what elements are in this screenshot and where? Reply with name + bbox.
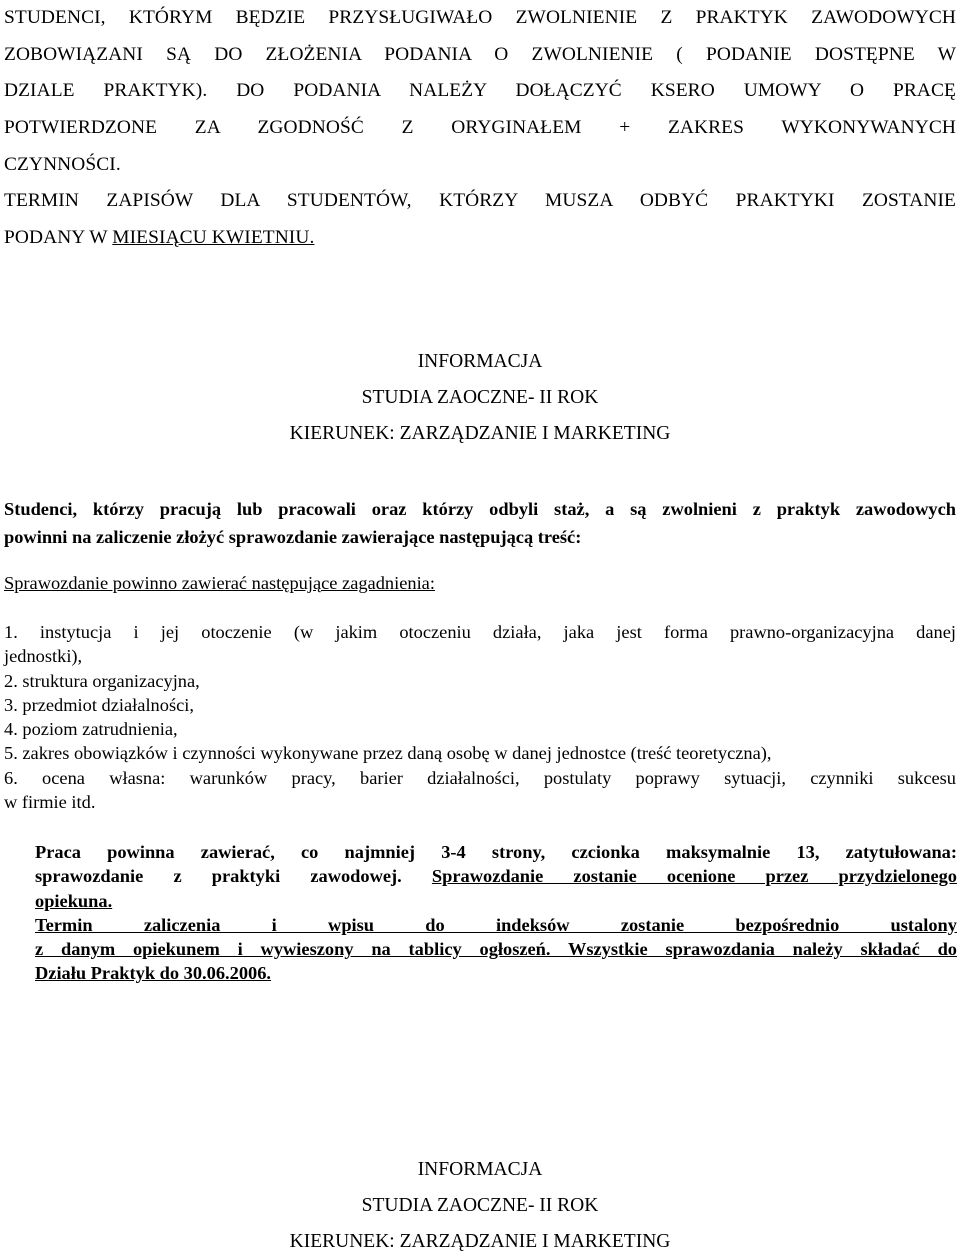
notice-last-line-prefix: PODANY W — [4, 227, 113, 249]
list-item: 1. instytucja i jej otoczenie (w jakim otoczeniu działa, jaka jest forma prawno-organizacyjna danej — [4, 622, 956, 642]
report-topics-heading — [4, 570, 956, 597]
notice-line: STUDENCI, KTÓRYM BĘDZIE PRZYSŁUGIWAŁO ZWOLNIENIE Z PRAKTYK ZAWODOWYCH — [4, 7, 956, 28]
notice-line: CZYNNOŚCI. — [4, 153, 121, 175]
intro-paragraph — [4, 496, 956, 551]
deadline-line: z danym opiekunem i wywieszony na tablicy ogłoszeń. Wszystkie sprawozdania należy składać do — [35, 939, 957, 960]
notice-line: ZOBOWIĄZANI SĄ DO ZŁOŻENIA PODANIA O ZWOLNIENIE ( PODANIE DOSTĘPNE W — [4, 43, 956, 65]
information-header — [0, 344, 960, 452]
registration-month: MIESIĄCU KWIETNIU. — [112, 227, 315, 249]
intro-line: Studenci, którzy pracują lub pracowali oraz którzy odbyli staż, a są zwolnieni z praktyk zawodowych — [4, 499, 956, 519]
list-item: 3. przedmiot działalności, — [4, 694, 194, 715]
information-header-repeat — [0, 1152, 960, 1260]
report-topics-list — [4, 620, 956, 814]
deadline-date: Działu Praktyk do 30.06.2006. — [35, 963, 272, 984]
list-item: 6. ocena własna: warunków pracy, barier działalności, postulaty poprawy sytuacji, czynniki sukcesu — [4, 767, 956, 788]
header-field-of-study: KIERUNEK: ZARZĄDZANIE I MARKETING — [289, 423, 671, 444]
requirements-line — [35, 864, 957, 888]
notice-line: POTWIERDZONE ZA ZGODNOŚĆ Z ORYGINAŁEM + ZAKRES WYKONYWANYCH — [4, 117, 956, 139]
deadline-line — [35, 961, 957, 985]
report-title-note: sprawozdanie z praktyki zawodowej. — [35, 866, 432, 887]
exemption-notice — [4, 0, 956, 257]
header-title: INFORMACJA — [417, 1159, 543, 1180]
list-item-continuation: jednostki), — [4, 646, 83, 667]
list-item: 5. zakres obowiązków i czynności wykonywane przez daną osobę w danej jednostce (treść teoretyczna), — [4, 743, 772, 764]
intro-line: powinni na zaliczenie złożyć sprawozdanie zawierające następującą treść: — [4, 526, 582, 547]
header-field-of-study: KIERUNEK: ZARZĄDZANIE I MARKETING — [289, 1231, 671, 1252]
evaluation-note: Sprawozdanie zostanie ocenione przez przydzielonego — [431, 866, 957, 887]
requirements-line — [35, 889, 957, 913]
report-topics-heading-text: Sprawozdanie powinno zawierać następujące zagadnienia: — [4, 573, 435, 593]
list-item-continuation: w firmie itd. — [4, 792, 96, 813]
notice-line: DZIALE PRAKTYK). DO PODANIA NALEŻY DOŁĄCZYĆ KSERO UMOWY O PRACĘ — [4, 80, 956, 102]
header-study-mode: STUDIA ZAOCZNE- II ROK — [361, 387, 599, 408]
evaluation-note-end: opiekuna. — [35, 890, 113, 911]
notice-last-line — [4, 220, 956, 257]
header-study-mode: STUDIA ZAOCZNE- II ROK — [361, 1195, 599, 1216]
report-requirements — [35, 840, 957, 986]
requirements-line: Praca powinna zawierać, co najmniej 3-4 strony, czcionka maksymalnie 13, zatytułowana: — [35, 842, 957, 862]
header-title: INFORMACJA — [417, 351, 543, 372]
list-item: 4. poziom zatrudnienia, — [4, 719, 178, 740]
notice-line: TERMIN ZAPISÓW DLA STUDENTÓW, KTÓRZY MUSZA ODBYĆ PRAKTYKI ZOSTANIE — [4, 190, 956, 212]
deadline-line: Termin zaliczenia i wpisu do indeksów zostanie bezpośrednio ustalony — [35, 914, 957, 935]
list-item: 2. struktura organizacyjna, — [4, 670, 200, 691]
